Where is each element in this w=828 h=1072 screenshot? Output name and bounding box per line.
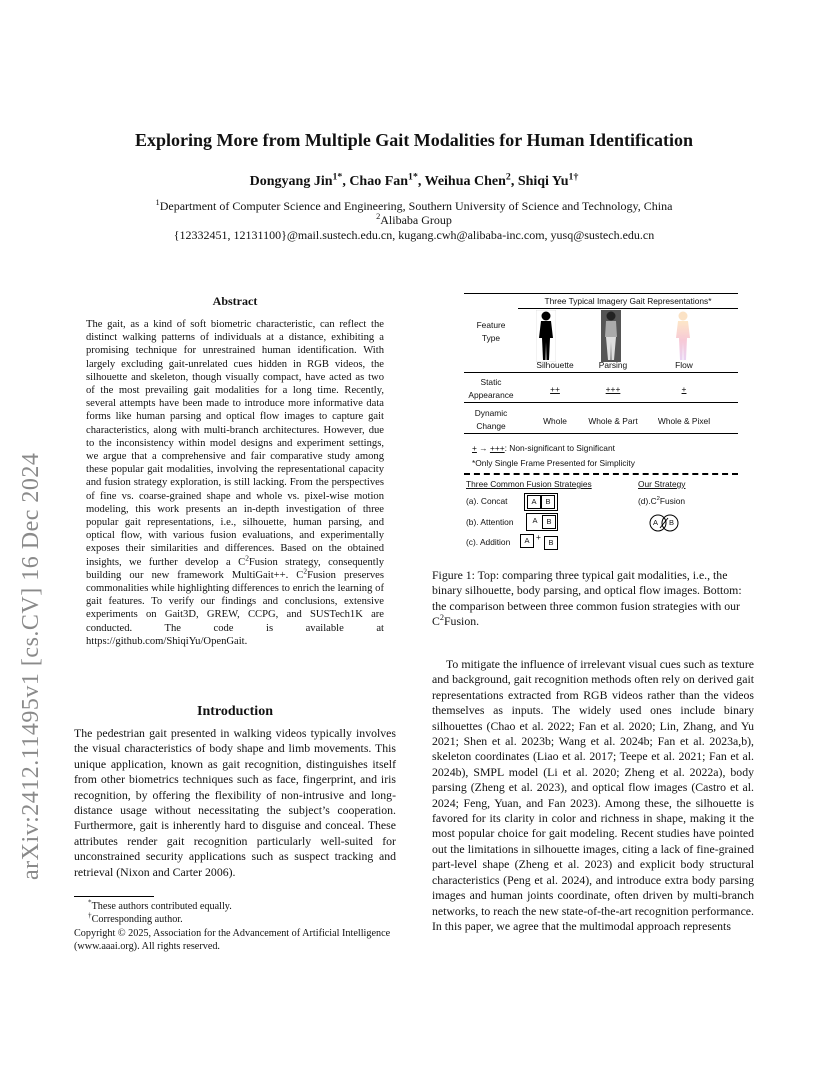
plus-sign: + <box>536 532 541 542</box>
box-b: B <box>544 536 558 550</box>
figure-top-rule <box>464 293 738 294</box>
footnote-mark: † <box>88 911 92 920</box>
dynamic-parsing: Whole & Part <box>588 416 638 426</box>
introduction-body: The pedestrian gait presented in walking videos typically involves the visual characteristics of body shape and limb movements. This unique application, known as gait recognition, distinguishes itself from other biometrics techniques such as face, fingerprint, and iris recognition, by offering the flexibility of non-intrusive and long-distance usage without necessitating the subject’s cooperation. Furthermore, gait is inherently hard to disguise and conceal. These attributes render gait recognition particularly well-suited for unconstrained security applications such as suspect tracking and retrieval (Nixon and Carter 2006). <box>74 726 396 879</box>
author-emails: {12332451, 12131100}@mail.sustech.edu.cn, kugang.cwh@alibaba-inc.com, yusq@sustech.edu.cn <box>173 228 655 242</box>
paper-title: Exploring More from Multiple Gait Modalities for Human Identification <box>135 130 693 150</box>
footnote-text: Corresponding author. <box>91 914 183 925</box>
c2fusion-text: (d).C <box>638 496 657 506</box>
parsing-image <box>601 310 621 362</box>
legend-text: : Non-significant to Significant <box>504 443 615 453</box>
concat-label: (a). Concat <box>466 496 508 506</box>
affiliation-text: Department of Computer Science and Engineering, Southern University of Science and Technology, China <box>159 199 673 213</box>
figure-header-rule <box>518 308 738 309</box>
author-mark: 1* <box>332 171 343 183</box>
legend-high: +++ <box>489 443 505 453</box>
affiliation-1 <box>0 199 828 214</box>
c2fusion-label <box>638 496 685 506</box>
box-a: A <box>532 516 538 525</box>
box-a: A <box>520 534 534 548</box>
row-label-appearance: Appearance <box>468 390 514 400</box>
col-silhouette: Silhouette <box>536 360 574 370</box>
affiliation-2 <box>0 213 828 228</box>
addition-label: (c). Addition <box>466 537 511 547</box>
superscript: 2 <box>303 566 308 576</box>
concat-group <box>524 493 558 511</box>
superscript: 2 <box>245 553 249 563</box>
static-silhouette: ++ <box>550 384 560 394</box>
venn-a: A <box>653 518 659 527</box>
figure-1-caption <box>432 568 754 630</box>
affiliation-mark: 1 <box>155 198 160 207</box>
introduction-heading: Introduction <box>197 704 273 719</box>
figure-rule <box>464 402 738 403</box>
footnote-text: These authors contributed equally. <box>91 901 232 912</box>
silhouette-image <box>536 310 556 362</box>
superscript: 2 <box>439 613 444 623</box>
legend-single-frame: *Only Single Frame Presented for Simplicity <box>472 458 635 468</box>
row-label-type: Type <box>481 333 501 343</box>
box-a: A <box>527 495 541 509</box>
our-strategy-heading: Our Strategy <box>638 479 686 489</box>
arxiv-stamp: arXiv:2412.11495v1 [cs.CV] 16 Dec 2024 <box>18 452 44 880</box>
attention-label: (b). Attention <box>466 517 514 527</box>
row-label-dynamic: Dynamic <box>474 408 508 418</box>
author-mark: 2 <box>505 171 511 183</box>
copyright-notice: Copyright © 2025, Association for the Advancement of Artificial Intelligence (www.aaai.org). All rights reserved. <box>74 928 391 952</box>
abstract-heading: Abstract <box>212 294 258 308</box>
figure-dashed-divider <box>464 473 738 475</box>
superscript: 2 <box>656 496 660 503</box>
c2fusion-venn-diagram <box>644 514 688 532</box>
row-label-change: Change <box>476 421 506 431</box>
footnote-mark: * <box>88 898 92 907</box>
flow-image <box>673 310 693 362</box>
author-name: Dongyang Jin <box>249 174 333 189</box>
caption-text: Fusion. <box>444 614 480 629</box>
c2fusion-text: Fusion <box>659 496 686 506</box>
col-flow: Flow <box>675 360 693 370</box>
abstract-text: Fusion preserves commonalities while highlighting differences to enrich the learning of gait features. To verify our findings and conclusions, extensive experiments on Gait3D, GREW, CCPG, and SUSTech1K are conducted. The code is available at https://github.com/ShiqiYu/OpenGait. <box>86 569 385 647</box>
static-parsing: +++ <box>605 384 621 394</box>
row-label-feature: Feature <box>476 320 506 330</box>
legend-significance: + → +++: Non-significant to Significant <box>472 443 615 453</box>
figure-1 <box>464 290 738 560</box>
author-name: Shiqi Yu <box>517 174 569 189</box>
affiliation-mark: 2 <box>376 212 381 221</box>
dynamic-silhouette: Whole <box>543 416 567 426</box>
figure-rule <box>464 433 738 434</box>
figure-header: Three Typical Imagery Gait Representations* <box>544 296 712 306</box>
footnote-corresponding <box>74 913 396 926</box>
attention-group <box>526 513 558 531</box>
author-list: Dongyang Jin$^{1*}$, Chao Fan$^{1*}$, Weihua Chen$^2$, Shiqi $Yu^{1\dagger}$ <box>249 171 579 189</box>
static-flow: + <box>681 384 687 394</box>
author-name: Weihua Chen <box>424 174 506 189</box>
venn-b: B <box>669 518 675 527</box>
abstract-text: The gait, as a kind of soft biometric characteristic, can reflect the distinct walking patterns of individuals at a distance, exhibiting a promising technique for unrestrained human identification. With largely excluding gait-unrelated cues hidden in RGB videos, the silhouette and skeleton, though visually compact, have acted as two of the most prevailing gait modalities for a long time. Recently, several attempts have been made to introduce more informative data forms like human parsing and optical flow images to capture gait characteristics, along with multi-branch architectures. However, due to the inconsistency within model designs and experiment settings, we argue that a comprehensive and fair comparative study among these popular gait modalities, involving the representational capacity and fusion strategy exploration, is still lacking. From the perspectives of fine vs. coarse-grained shape and whole vs. pixel-wise motion modeling, this work presents an in-depth investigation of three popular gait representations, i.e., silhouette, human parsing, and optical flow, with various fusion evaluations, and experimentally exposes their similarities and differences. Based on the obtained insights, we further develop a C <box>86 319 384 568</box>
legend-low: + <box>472 443 477 453</box>
fusion-heading: Three Common Fusion Strategies <box>466 479 592 489</box>
row-label-static: Static <box>480 377 502 387</box>
col-parsing: Parsing <box>598 360 628 370</box>
affiliation-text: Alibaba Group <box>380 213 452 227</box>
abstract-text: Fusion strategy, consequently building our new framework MultiGait++. C <box>86 556 384 581</box>
caption-text: Figure 1: Top: comparing three typical gait modalities, i.e., the binary silhouette, body parsing, and optical flow images. Bottom: the comparison between three common fusion strategies with our C <box>432 568 742 629</box>
box-b: B <box>542 515 556 529</box>
footnote-equal-contribution <box>74 900 396 913</box>
footnote-rule <box>74 896 154 897</box>
body-paragraph-right: To mitigate the influence of irrelevant visual cues such as texture and background, gait recognition methods often rely on derived gait representations extracted from RGB videos rather than the videos themselves as inputs. The widely used ones include binary silhouettes (Chao et al. 2022; Fan et al. 2020; Lin, Zhang, and Yu 2021; Shen et al. 2023b; Wang et al. 2024b; Fan et al. 2023a,b), skeleton coordinates (Liao et al. 2017; Teepe et al. 2021; Fan et al. 2024b), SMPL model (Li et al. 2020; Zheng et al. 2022a), body parsing (Zheng et al. 2023), and optical flow images (Castro et al. 2024; Feng, Yuan, and Fan 2023). Among these, the silhouette is favored for its clarity in color and richness in shape, making it the most popular choice for gait modeling. Recent studies have pointed out the limitations in silhouette images, citing a lack of fine-grained part-level shape (Zheng et al. 2023) and explicit body structural characteristics (Peng et al. 2024), and introduce extra body parsing images and human joints coordinate, often driven by multi-branch networks, to reach the new state-of-the-art recognition performance. In this paper, we agree that the multimodal approach represents <box>432 657 754 933</box>
author-mark: 1† <box>568 171 579 183</box>
box-b: B <box>541 495 555 509</box>
figure-rule <box>464 372 738 373</box>
dynamic-flow: Whole & Pixel <box>657 416 711 426</box>
author-name: Chao Fan <box>349 174 409 189</box>
abstract-body <box>86 318 384 648</box>
author-mark: 1* <box>408 171 418 183</box>
